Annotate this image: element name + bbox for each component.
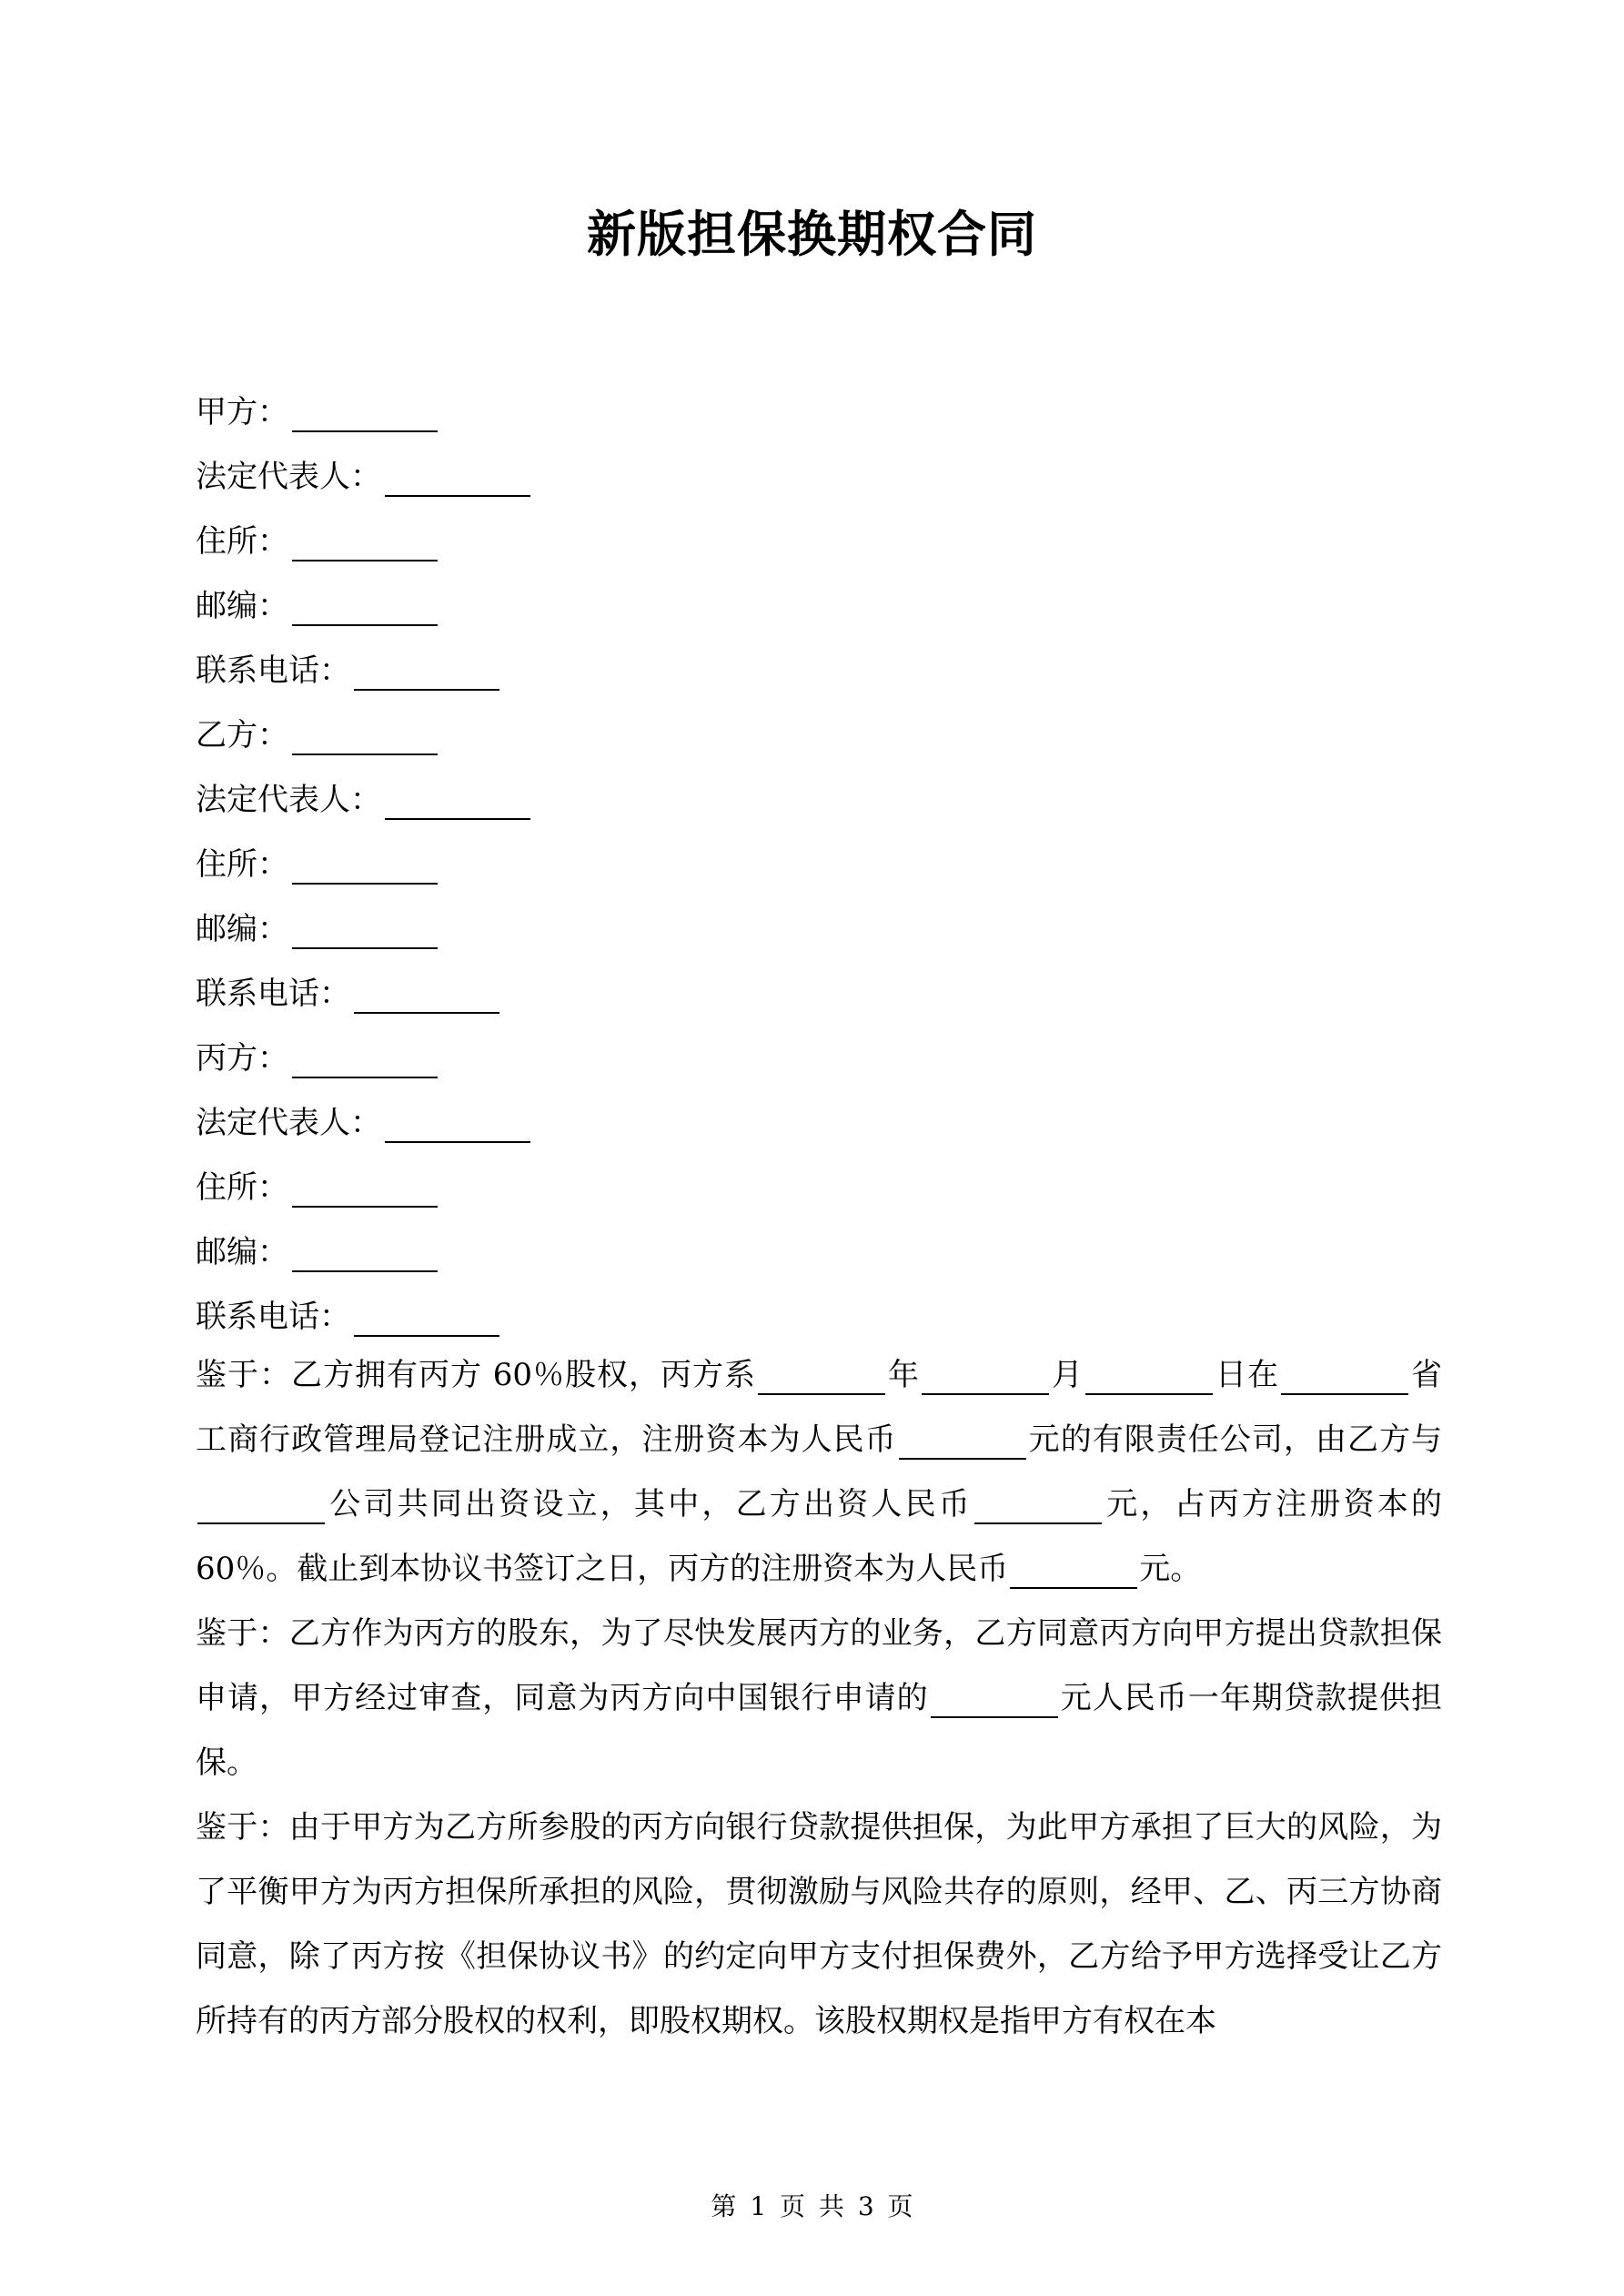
party-b-phone-field [196, 962, 1442, 1027]
page-footer: 第 1 页 共 3 页 [711, 2191, 913, 2221]
contract-body [196, 1343, 1442, 2054]
field-label: 住所： [196, 523, 288, 560]
fill-blank [1281, 1392, 1408, 1395]
party-b-representative-field [196, 768, 1442, 833]
field-label: 乙方： [196, 717, 288, 754]
field-label: 邮编： [196, 588, 288, 624]
fill-blank [385, 494, 530, 497]
fill-blank [974, 1522, 1102, 1524]
field-label: 联系电话： [196, 976, 350, 1012]
party-c-representative-field [196, 1091, 1442, 1156]
field-label: 邮编： [196, 1234, 288, 1270]
field-label: 住所： [196, 1169, 288, 1206]
fill-blank [292, 1076, 438, 1078]
fill-blank [899, 1457, 1026, 1460]
field-label: 邮编： [196, 911, 288, 947]
fill-blank [385, 817, 530, 820]
paragraph-text: 省工商行政管理局登记注册成立，注册资本为人民币 [196, 1357, 1443, 1458]
field-label: 法定代表人： [196, 782, 381, 818]
fill-blank [385, 1140, 530, 1143]
paragraph-text: 元，占丙方注册资本的 60％。截止到本协议书签订之日，丙方的注册资本为人民币 [196, 1486, 1442, 1587]
party-a-representative-field [196, 445, 1442, 510]
party-c-phone-field [196, 1285, 1442, 1350]
recital-paragraph-3 [196, 1795, 1442, 2054]
party-c-postcode-field [196, 1220, 1442, 1285]
party-a-postcode-field [196, 574, 1442, 639]
party-c-address-field [196, 1156, 1442, 1220]
field-label: 丙方： [196, 1040, 288, 1077]
fill-blank [758, 1392, 885, 1395]
fill-blank [354, 1334, 499, 1337]
fill-blank [292, 882, 438, 885]
fill-blank [1085, 1392, 1213, 1395]
field-label: 法定代表人： [196, 1105, 381, 1141]
paragraph-text: 月 [1051, 1357, 1084, 1393]
fill-blank [292, 623, 438, 626]
paragraph-text: 元人民币一年期贷款提供担保。 [196, 1680, 1442, 1781]
party-a-phone-field [196, 639, 1442, 703]
party-a-address-field [196, 510, 1442, 574]
fill-blank [354, 1011, 499, 1014]
field-label: 联系电话： [196, 652, 350, 689]
party-c-name-field [196, 1027, 1442, 1091]
recital-paragraph-1 [196, 1343, 1442, 1602]
party-a-name-field [196, 380, 1442, 445]
paragraph-text: 鉴于：由于甲方为乙方所参股的丙方向银行贷款提供担保，为此甲方承担了巨大的风险，为了平衡甲方为丙方担保所承担的风险，贯彻激励与风险共存的原则，经甲、乙、丙三方协商同意，除了丙方按《担保协议书》的约定向甲方支付担保费外，乙方给予甲方选择受让乙方所持有的丙方部分股权的权利，即股权期权。该股权期权是指甲方有权在本 [196, 1809, 1442, 2039]
paragraph-text: 公司共同出资设立，其中，乙方出资人民币 [327, 1486, 973, 1522]
field-label: 法定代表人： [196, 459, 381, 495]
fill-blank [931, 1715, 1058, 1718]
paragraph-text: 元的有限责任公司，由乙方与 [1027, 1421, 1443, 1458]
fill-blank [292, 559, 438, 561]
field-label: 联系电话： [196, 1299, 350, 1335]
party-b-name-field [196, 703, 1442, 768]
party-fields [196, 380, 1442, 1350]
fill-blank [292, 1269, 438, 1272]
fill-blank [292, 430, 438, 432]
paragraph-text: 鉴于：乙方作为丙方的股东，为了尽快发展丙方的业务，乙方同意丙方向甲方提出贷款担保申请，甲方经过审查，同意为丙方向中国银行申请的 [196, 1615, 1442, 1716]
fill-blank [292, 946, 438, 949]
party-b-postcode-field [196, 897, 1442, 962]
fill-blank [292, 1205, 438, 1208]
field-label: 甲方： [196, 394, 288, 430]
fill-blank [292, 753, 438, 755]
fill-blank [197, 1522, 325, 1524]
party-b-address-field [196, 833, 1442, 897]
fill-blank [922, 1392, 1049, 1395]
fill-blank [1010, 1586, 1137, 1589]
paragraph-text: 元。 [1139, 1551, 1202, 1587]
paragraph-text: 年 [887, 1357, 921, 1393]
recital-paragraph-2 [196, 1602, 1442, 1795]
document-title: 新版担保换期权合同 [587, 205, 1037, 263]
paragraph-text: 鉴于：乙方拥有丙方 60％股权，丙方系 [196, 1357, 757, 1393]
field-label: 住所： [196, 846, 288, 883]
paragraph-text: 日在 [1215, 1357, 1280, 1393]
fill-blank [354, 688, 499, 691]
